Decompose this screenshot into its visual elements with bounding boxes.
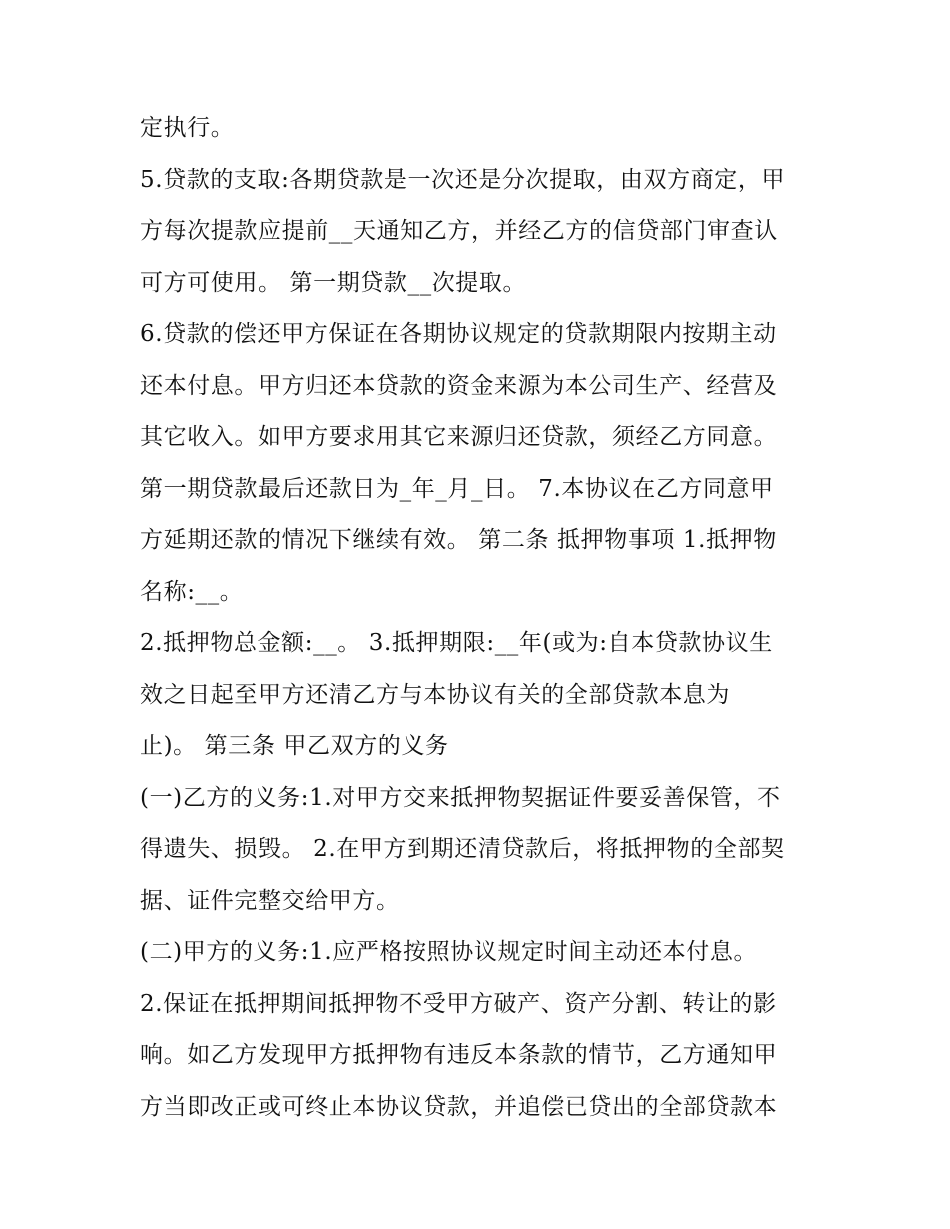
text-line: 方当即改正或可终止本协议贷款，并追偿已贷出的全部贷款本 xyxy=(140,1093,778,1120)
text-line: 可方可使用。 第一期贷款__次提取。 xyxy=(140,269,527,296)
text-line: 6.贷款的偿还甲方保证在各期协议规定的贷款期限内按期主动 xyxy=(140,321,777,347)
text-line: 方每次提款应提前__天通知乙方，并经乙方的信贷部门审查认 xyxy=(140,218,778,244)
text-line: 止)。 第三条 甲乙双方的义务 xyxy=(140,733,449,759)
text-line: 2.保证在抵押期间抵押物不受甲方破产、资产分割、转让的影 xyxy=(140,990,777,1017)
text-line: 2.抵押物总金额:__。 3.抵押期限:__年(或为:自本贷款协议生 xyxy=(140,630,773,656)
text-line: 还本付息。甲方归还本贷款的资金来源为本公司生产、经营及 xyxy=(140,372,778,399)
document-body xyxy=(140,103,820,1133)
text-line: 第一期贷款最后还款日为_年_月_日。 7.本协议在乙方同意甲 xyxy=(140,475,774,502)
text-line: 得遗失、损毁。 2.在甲方到期还清贷款后，将抵押物的全部契 xyxy=(140,836,785,862)
text-line: 方延期还款的情况下继续有效。 第二条 抵押物事项 1.抵押物 xyxy=(140,527,777,553)
text-line: 5.贷款的支取:各期贷款是一次还是分次提取，由双方商定，甲 xyxy=(140,166,786,193)
text-line: 响。如乙方发现甲方抵押物有违反本条款的情节，乙方通知甲 xyxy=(140,1042,778,1068)
text-line: (一)乙方的义务:1.对甲方交来抵押物契据证件要妥善保管，不 xyxy=(140,784,781,811)
text-line: (二)甲方的义务:1.应严格按照协议规定时间主动还本付息。 xyxy=(140,939,758,965)
text-line: 效之日起至甲方还清乙方与本协议有关的全部贷款本息为 xyxy=(140,681,730,708)
text-line: 名称:__。 xyxy=(140,578,244,605)
text-line: 定执行。 xyxy=(140,115,235,141)
text-line: 据、证件完整交给甲方。 xyxy=(140,887,400,914)
text-line: 其它收入。如甲方要求用其它来源归还贷款，须经乙方同意。 xyxy=(140,424,778,450)
